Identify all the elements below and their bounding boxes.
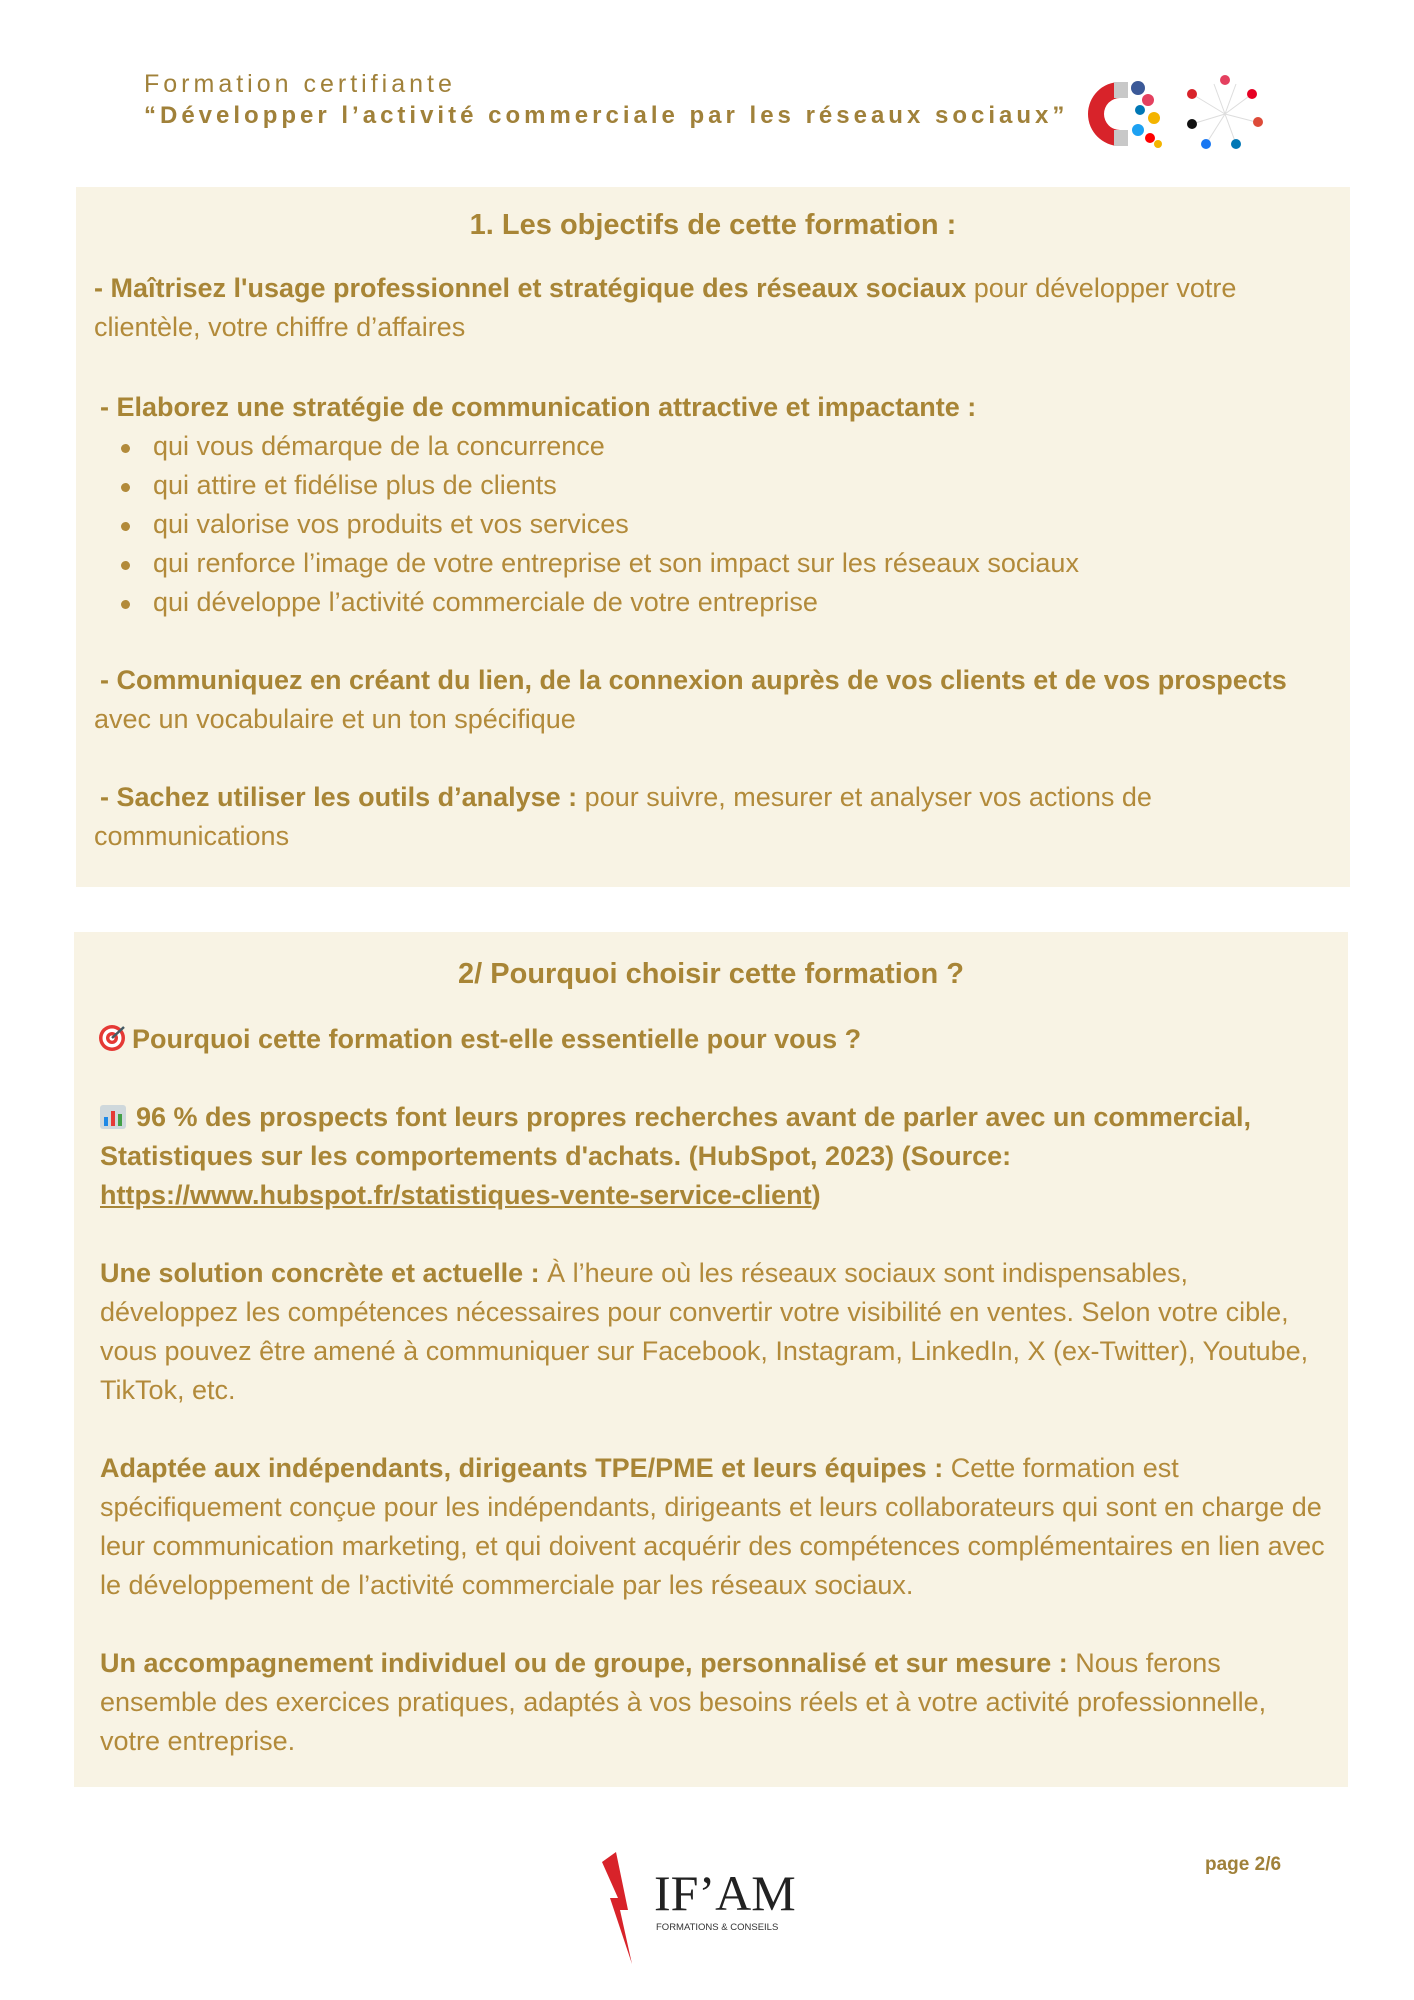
header-subtitle: Formation certifiante <box>144 70 456 98</box>
solution-text: À l’heure où les réseaux sociaux sont indispensables, développez les compétences nécessaires pour convertir votre visibilité en ventes. Selon votre cible, vous pouvez être amené à communiquer sur Facebook, Instagram, LinkedIn, X (ex-Twitter), Youtube, TikTok, etc. <box>100 1258 1309 1405</box>
objectives-section <box>76 187 1350 887</box>
objective-paragraph-3 <box>100 661 1330 700</box>
statistic-text: 96 % des prospects font leurs propres recherches avant de parler avec un commercial, Statistiques sur les comportements d'achats. (HubSpot, 2023) (Source: <box>100 1102 1251 1171</box>
objective-3-bold: - Communiquez en créant du lien, de la connexion auprès de vos clients et de vos prospects <box>100 665 1287 695</box>
why-question <box>98 1020 1328 1059</box>
header-title: “Développer l’activité commerciale par les réseaux sociaux” <box>144 102 1069 129</box>
page-number: page 2/6 <box>1205 1854 1282 1875</box>
hubspot-source-link[interactable]: https://www.hubspot.fr/statistiques-vente-service-client <box>100 1180 812 1210</box>
coaching-bold: Un accompagnement individuel ou de groupe, personnalisé et sur mesure : <box>100 1648 1068 1678</box>
objectives-title: 1. Les objectifs de cette formation : <box>469 209 957 241</box>
logo-subtitle: FORMATIONS & CONSEILS <box>656 1922 779 1933</box>
list-item: qui attire et fidélise plus de clients <box>106 466 1079 505</box>
list-item: qui développe l’activité commerciale de votre entreprise <box>106 583 1079 622</box>
statistic-close: ) <box>811 1180 821 1210</box>
coaching-text: Nous ferons ensemble des exercices pratiques, adaptés à vos besoins réels et à votre activité professionnelle, votre entreprise. <box>100 1648 1267 1756</box>
list-item: qui valorise vos produits et vos services <box>106 505 1079 544</box>
target-audience-paragraph <box>100 1449 1340 1605</box>
why-title: 2/ Pourquoi choisir cette formation ? <box>458 958 964 990</box>
logo-name: IF’AM <box>654 1865 796 1921</box>
social-network-icon <box>1180 72 1270 156</box>
objective-4-text: pour suivre, mesurer et analyser vos actions de communications <box>94 782 1152 851</box>
list-item: qui renforce l’image de votre entreprise et son impact sur les réseaux sociaux <box>106 544 1079 583</box>
coaching-paragraph <box>100 1644 1320 1761</box>
solution-bold: Une solution concrète et actuelle : <box>100 1258 540 1288</box>
list-item: qui vous démarque de la concurrence <box>106 427 1079 466</box>
objective-paragraph-1 <box>94 269 1294 347</box>
why-section <box>74 932 1348 1787</box>
objective-1-text: pour développer votre clientèle, votre chiffre d’affaires <box>94 273 1237 342</box>
bar-chart-icon <box>100 1105 126 1129</box>
target-icon <box>98 1024 126 1052</box>
document-header <box>144 68 1068 132</box>
objective-2-bold: - Elaborez une stratégie de communication attractive et impactante : <box>100 392 977 422</box>
objective-paragraph-3-rest: avec un vocabulaire et un ton spécifique <box>94 704 576 734</box>
objective-paragraph-4 <box>94 778 1274 856</box>
strategy-bullet-list <box>106 427 1079 622</box>
ifam-logo <box>598 1848 798 1968</box>
magnet-icon <box>1066 74 1164 154</box>
objective-4-bold: - Sachez utiliser les outils d’analyse : <box>100 782 578 812</box>
statistic-paragraph <box>100 1098 1310 1215</box>
why-question-text: Pourquoi cette formation est-elle essentielle pour vous ? <box>132 1024 862 1054</box>
objective-paragraph-2 <box>100 388 1320 427</box>
audience-text: Cette formation est spécifiquement conçue pour les indépendants, dirigeants et leurs collaborateurs qui sont en charge de leur communication marketing, et qui doivent acquérir des compétences complémentaires en lien avec le développement de l’activité commerciale par les réseaux sociaux. <box>100 1453 1325 1600</box>
audience-bold: Adaptée aux indépendants, dirigeants TPE/PME et leurs équipes : <box>100 1453 944 1483</box>
solution-paragraph <box>100 1254 1320 1410</box>
objective-1-bold: - Maîtrisez l'usage professionnel et stratégique des réseaux sociaux <box>94 273 967 303</box>
